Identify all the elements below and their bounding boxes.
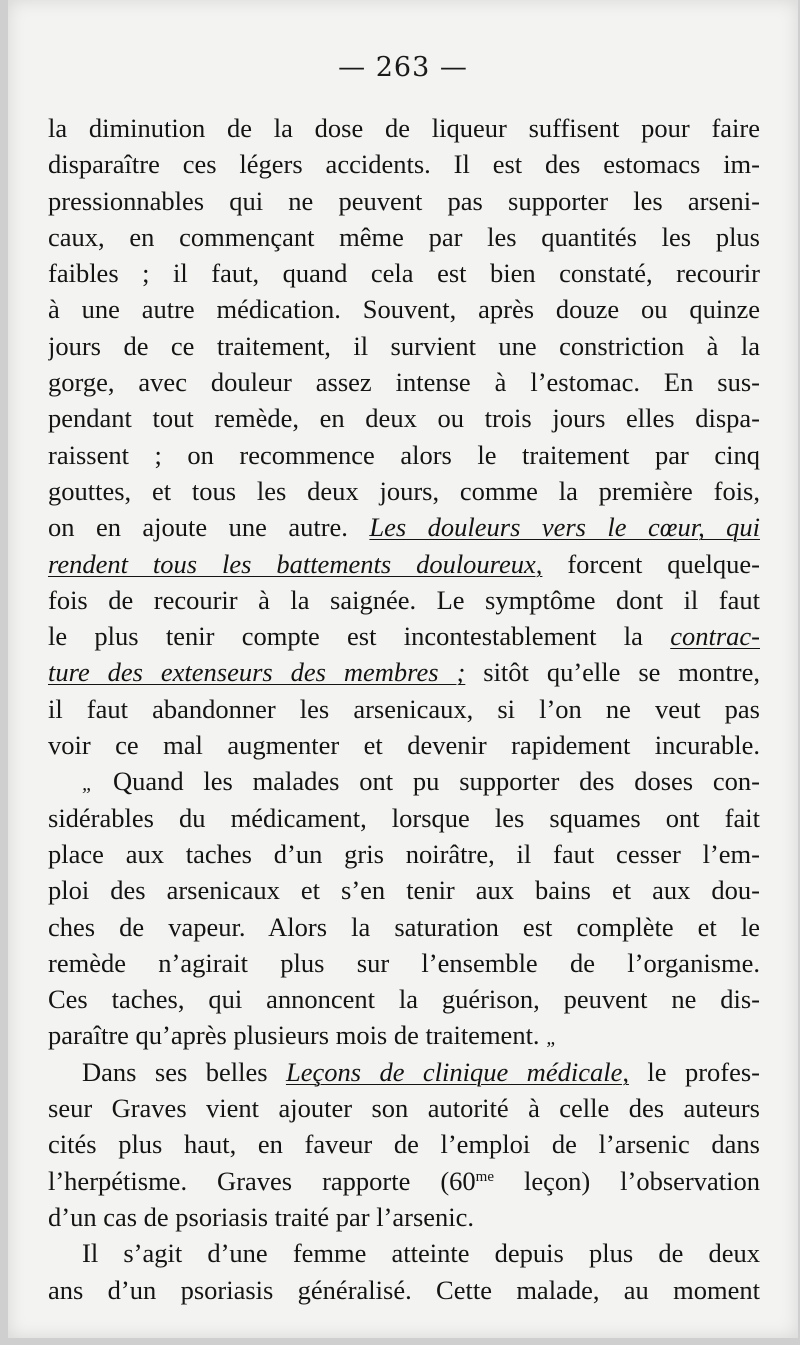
- italic-underlined-text: ture des extenseurs des membres ;: [48, 657, 466, 688]
- text-line: remède n’agirait plus sur l’ensemble de l’organisme.: [48, 947, 760, 978]
- text-line: place aux taches d’un gris noirâtre, il faut cesser l’em-: [48, 838, 760, 869]
- text-line: fois de recourir à la saignée. Le symptôme dont il faut: [48, 584, 760, 615]
- text-line: d’un cas de psoriasis traité par l’arsenic.: [48, 1201, 475, 1232]
- text-line: Ces taches, qui annoncent la guérison, peuvent ne dis-: [48, 984, 760, 1015]
- text-line: cités plus haut, en faveur de l’emploi de l’arsenic dans: [48, 1129, 760, 1160]
- text-line: [48, 763, 760, 799]
- book-page: [8, 0, 798, 1338]
- text-line: il faut abandonner les arsenicaux, si l’on ne veut pas: [48, 693, 760, 724]
- text-line: [48, 1054, 760, 1090]
- text-line: caux, en commençant même par les quantités les plus: [48, 221, 760, 252]
- text-line: ans d’un psoriasis généralisé. Cette malade, au moment: [48, 1274, 760, 1305]
- body-text: [48, 110, 760, 1308]
- text-segment: forcent quelque-: [567, 548, 760, 579]
- text-line: pressionnables qui ne peuvent pas supporter les arseni-: [48, 185, 760, 216]
- text-line: [48, 1163, 760, 1199]
- italic-underlined-text: Leçons de clinique médicale,: [285, 1056, 629, 1087]
- text-segment: le profes-: [647, 1056, 760, 1087]
- text-line: [48, 1017, 760, 1053]
- superscript: me: [475, 1168, 494, 1185]
- text-line: gorge, avec douleur assez intense à l’estomac. En sus-: [48, 367, 760, 398]
- text-segment: Dans ses belles: [82, 1056, 268, 1087]
- italic-underlined-text: contrac-: [670, 621, 760, 652]
- text-line: sidérables du médicament, lorsque les squames ont fait: [48, 802, 760, 833]
- quote-close: „: [546, 1027, 558, 1050]
- quote-open: „: [82, 773, 94, 796]
- text-segment: sitôt qu’elle se montre,: [483, 657, 760, 688]
- text-line: [48, 546, 760, 582]
- text-line: à une autre médication. Souvent, après douze ou quinze: [48, 294, 760, 325]
- text-line: seur Graves vient ajouter son autorité à celle des auteurs: [48, 1093, 760, 1124]
- text-line: disparaître ces légers accidents. Il est des estomacs im-: [48, 149, 760, 180]
- text-line: raissent ; on recommence alors le traitement par cinq: [48, 439, 760, 470]
- text-line: faibles ; il faut, quand cela est bien constaté, recourir: [48, 258, 760, 289]
- text-line: voir ce mal augmenter et devenir rapidement incurable.: [48, 730, 760, 761]
- text-segment: leçon) l’observation: [523, 1165, 760, 1196]
- text-segment: Quand les malades ont pu supporter des doses con-: [112, 766, 760, 797]
- text-segment: paraître qu’après plusieurs mois de traitement.: [48, 1020, 540, 1051]
- text-line: gouttes, et tous les deux jours, comme la première fois,: [48, 475, 760, 506]
- text-line: pendant tout remède, en deux ou trois jours elles dispa-: [48, 403, 760, 434]
- text-line: ploi des arsenicaux et s’en tenir aux bains et aux dou-: [48, 875, 760, 906]
- text-segment: on en ajoute une autre.: [48, 512, 348, 543]
- italic-underlined-text: Les douleurs vers le cœur, qui: [369, 512, 760, 543]
- text-line: la diminution de la dose de liqueur suffisent pour faire: [48, 113, 760, 143]
- text-line: [48, 509, 760, 545]
- italic-underlined-text: rendent tous les battements douloureux,: [48, 548, 543, 579]
- text-line: ches de vapeur. Alors la saturation est complète et le: [48, 911, 760, 942]
- text-line: Il s’agit d’une femme atteinte depuis plus de deux: [82, 1238, 760, 1269]
- text-line: jours de ce traitement, il survient une constriction à la: [48, 330, 760, 361]
- text-line: [48, 618, 760, 654]
- text-line: [48, 654, 760, 690]
- page-number: — 263 —: [338, 52, 468, 83]
- text-segment: l’herpétisme. Graves rapporte (60: [48, 1165, 476, 1196]
- text-segment: le plus tenir compte est incontestablement la: [48, 621, 643, 652]
